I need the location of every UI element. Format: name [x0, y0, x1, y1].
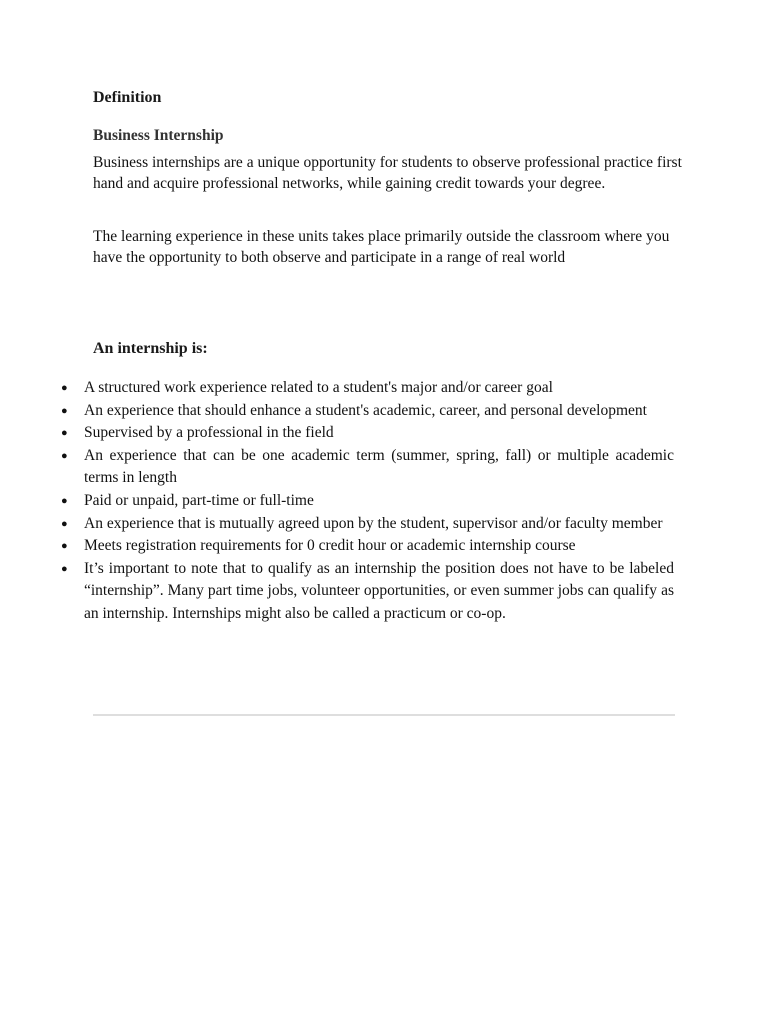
list-item-text: Supervised by a professional in the field: [84, 424, 334, 442]
bullet-icon: ●: [61, 540, 68, 553]
list-item: [0, 558, 674, 626]
list-heading: An internship is:: [93, 340, 208, 357]
list-item-text: Meets registration requirements for 0 credit hour or academic internship course: [84, 537, 576, 555]
list-item-text: An experience that should enhance a student's academic, career, and personal development: [84, 401, 647, 419]
bullet-icon: ●: [61, 449, 68, 462]
list-item: [0, 535, 674, 558]
bullet-icon: ●: [61, 382, 68, 394]
bullet-icon: ●: [61, 427, 68, 440]
list-item-text: It’s important to note that to qualify as an internship the position does not have to be labeled “internship”. Many part time jobs, volunteer opportunities, or even summer jobs can qualify as an internship. Internships might also be called a practicum or co-op.: [84, 559, 674, 622]
list-item: [0, 513, 674, 536]
section-title: Definition: [93, 89, 162, 106]
list-item: [0, 445, 674, 490]
list-item-text: An experience that is mutually agreed upon by the student, supervisor and/or faculty member: [84, 514, 663, 532]
list-item-text: A structured work experience related to a student's major and/or career goal: [84, 379, 553, 396]
list-item: [0, 422, 674, 445]
bullet-icon: ●: [61, 562, 68, 575]
subtitle: Business Internship: [93, 127, 224, 144]
bullet-list: [0, 377, 768, 626]
bullet-icon: ●: [61, 517, 68, 530]
list-item-text: An experience that can be one academic term (summer, spring, fall) or multiple academic terms in length: [84, 446, 674, 487]
list-item-text: Paid or unpaid, part-time or full-time: [84, 491, 314, 509]
bullet-icon: ●: [61, 404, 68, 417]
horizontal-divider: [93, 714, 675, 716]
paragraph-intro: Business internships are a unique opportunity for students to observe professional practice first hand and acquire professional networks, while gaining credit towards your degree.: [93, 154, 682, 192]
list-item: [0, 400, 674, 423]
bullet-icon: ●: [61, 494, 68, 507]
paragraph-learning: The learning experience in these units takes place primarily outside the classroom where you have the opportunity to both observe and participate in a range of real world: [93, 228, 670, 266]
list-item: [0, 490, 674, 513]
list-item: [0, 377, 674, 400]
